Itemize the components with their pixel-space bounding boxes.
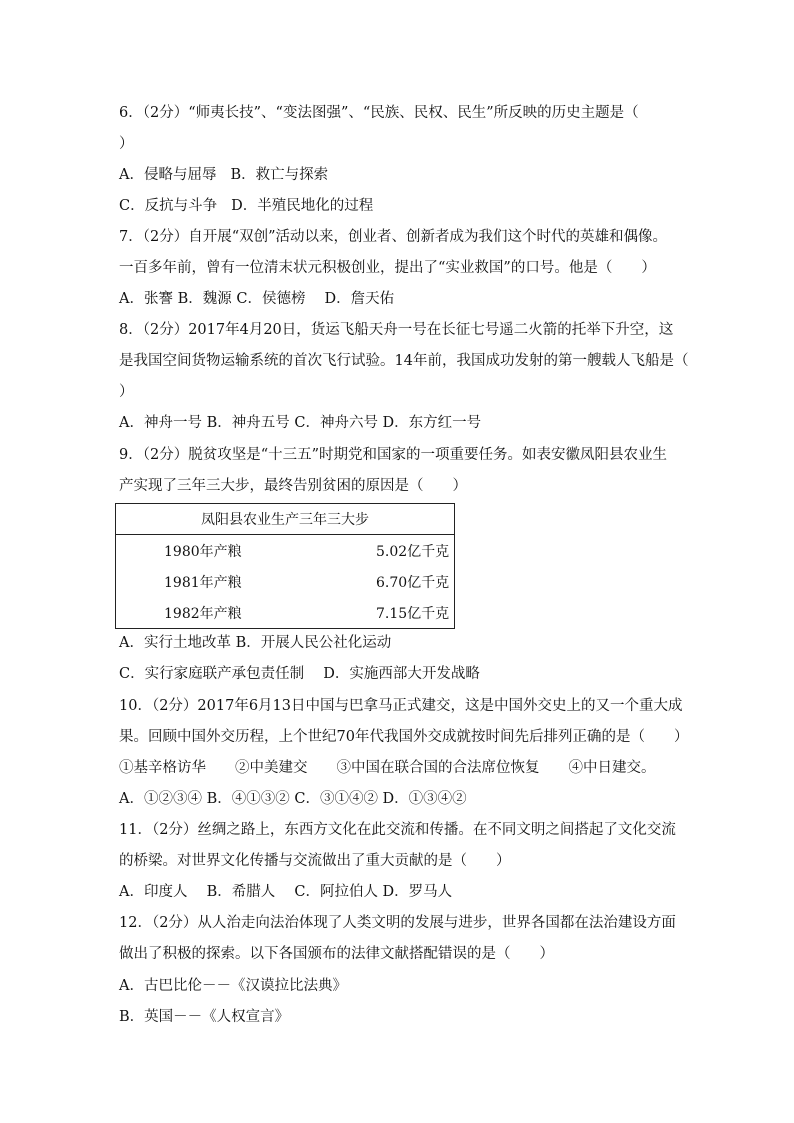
q10-events: ①基辛格访华 ②中美建交 ③中国在联合国的合法席位恢复 ④中日建交。 [119, 760, 656, 776]
table-cell-year: 1981年产粮 [164, 574, 242, 591]
grain-production-table [115, 503, 455, 629]
q8-stem-line1: 8．（2分）2017年4月20日，货运飞船天舟一号在长征七号遥二火箭的托举下升空，这 [119, 322, 674, 338]
q7-stem-line2: 一百多年前，曾有一位清末状元积极创业，提出了“实业救国”的口号。他是（ ） [119, 260, 656, 276]
table-title: 凤阳县农业生产三年三大步 [116, 504, 455, 535]
table-row [116, 566, 455, 597]
q12-stem-line1: 12．（2分）从人治走向法治体现了人类文明的发展与进步，世界各国都在法治建设方面 [119, 915, 676, 931]
table-cell-value: 6.70亿千克 [376, 574, 450, 591]
table-cell-value: 5.02亿千克 [376, 543, 450, 560]
table-row [116, 535, 455, 567]
table-cell-year: 1982年产粮 [164, 605, 242, 622]
q6-option-a: A．侵略与屈辱 [119, 167, 217, 183]
q10-options: A．①②③④ B．④①③② C．③①④② D．①③④② [119, 791, 467, 807]
q8-stem-line2: 是我国空间货物运输系统的首次飞行试验。14年前，我国成功发射的第一艘载人飞船是（ [119, 353, 689, 369]
q8-options: A．神舟一号 B．神舟五号 C．神舟六号 D．东方红一号 [119, 415, 482, 431]
q9-options-ab: A．实行土地改革 B．开展人民公社化运动 [119, 635, 392, 651]
q6-option-d: D．半殖民地化的过程 [231, 198, 374, 214]
q9-options-cd: C．实行家庭联产承包责任制 D．实施西部大开发战略 [119, 666, 480, 682]
q8-stem-line3: ） [119, 384, 134, 400]
q6-stem-line1: 6．（2分）“师夷长技”、“变法图强”、“民族、民权、民生”所反映的历史主题是（ [119, 105, 639, 121]
q6-stem-line2: ） [119, 136, 134, 152]
q6-options-ab [119, 165, 328, 185]
q7-options: A．张謇 B．魏源 C．侯德榜 D．詹天佑 [119, 291, 395, 307]
table-cell-year: 1980年产粮 [164, 543, 242, 560]
q10-stem-line1: 10．（2分）2017年6月13日中国与巴拿马正式建交，这是中国外交史上的又一个重大成 [119, 698, 683, 714]
q9-stem-line1: 9．（2分）脱贫攻坚是“十三五”时期党和国家的一项重要任务。如表安徽凤阳县农业生 [119, 447, 668, 463]
q11-stem-line2: 的桥梁。对世界文化传播与交流做出了重大贡献的是（ ） [119, 853, 511, 869]
q11-stem-line1: 11．（2分）丝绸之路上，东西方文化在此交流和传播。在不同文明之间搭起了文化交流 [119, 822, 676, 838]
table-cell-value: 7.15亿千克 [376, 605, 450, 622]
q10-stem-line2: 果。回顾中国外交历程，上个世纪70年代我国外交成就按时间先后排列正确的是（ ） [119, 729, 689, 745]
q6-option-c: C．反抗与斗争 [119, 198, 218, 214]
q6-options-cd [119, 196, 373, 216]
q9-stem-line2: 产实现了三年三大步，最终告别贫困的原因是（ ） [119, 478, 467, 494]
q12-option-a: A．古巴比伦－－《汉谟拉比法典》 [119, 978, 347, 994]
table-row [116, 597, 455, 629]
q12-stem-line2: 做出了积极的探索。以下各国颁布的法律文献搭配错误的是（ ） [119, 946, 554, 962]
q7-stem-line1: 7．（2分）自开展“双创”活动以来，创业者、创新者成为我们这个时代的英雄和偶像。 [119, 229, 668, 245]
q11-options: A．印度人 B．希腊人 C．阿拉伯人 D．罗马人 [119, 884, 453, 900]
q6-option-b: B．救亡与探索 [230, 167, 329, 183]
q12-option-b: B．英国－－《人权宣言》 [119, 1009, 290, 1025]
